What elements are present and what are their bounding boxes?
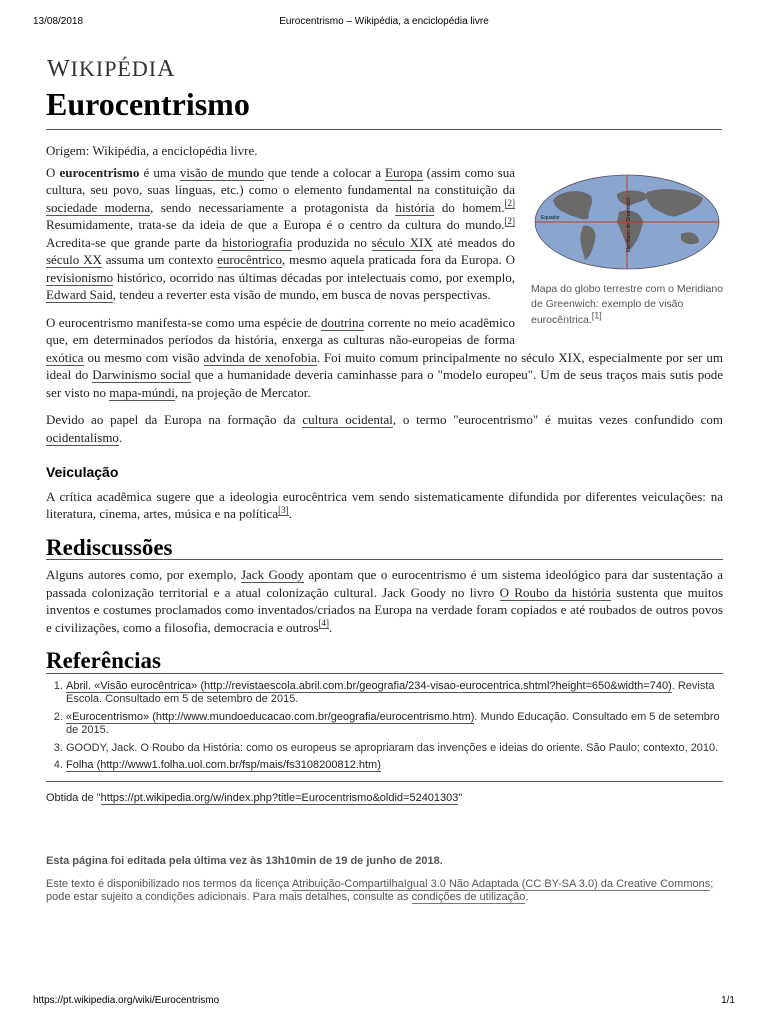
ref-link[interactable]: [2] [504,198,515,209]
thumbnail-figure [531,172,723,329]
paragraph-veiculacao: A crítica acadêmica sugere que a ideologia eurocêntrica vem sendo sistematicamente difundida por diferentes veiculações: na literatura, cinema, artes, música e na política[3]. [46,488,723,521]
link-exotica[interactable]: exótica [46,349,84,365]
reference-item: 1. Abril. «Visão eurocêntrica» (http://revistaescola.abril.com.br/geografia/234-visao-eurocentrica.shtml?height=650&width=740). Revista Escola. Consultado em 5 de setembro de 2015. [66,680,723,707]
link-ocidentalismo[interactable]: ocidentalismo [46,429,119,445]
retrieved-from: Obtida de "https://pt.wikipedia.org/w/index.php?title=Eurocentrismo&oldid=52401303" [46,781,723,808]
link-revisionismo[interactable]: revisionismo [46,269,114,285]
link-historia[interactable]: história [395,199,435,215]
references-list [46,680,723,773]
link-edward-said[interactable]: Edward Said [46,287,113,302]
link-jack-goody[interactable]: Jack Goody [240,567,304,582]
heading-veiculacao: Veiculação [46,464,119,480]
article-content [46,142,723,807]
link-doutrina[interactable]: doutrina [320,314,365,330]
link-roubo-da-historia[interactable]: O Roubo da história [499,584,611,600]
paragraph-doutrina: O eurocentrismo manifesta-se como uma espécie de doutrina corrente no meio acadêmico que, em determinados períodos da história, enxerga as culturas não-europeias de forma exótica ou mesmo com visão advinda de xenofobia. Foi muito comum principalmente no século XIX, especialmente por ser um ideal do Darwinismo social que a humanidade deveria caminhasse para o "modelo europeu". Um de seus traços mais sutis pode ser visto no mapa-múndi, na projeção de Mercator. [46,314,723,400]
reference-link[interactable]: Abril. «Visão eurocêntrica» (http://revistaescola.abril.com.br/geografia/234-visao-eurocentrica.shtml?height=650&width=740) [66,679,672,692]
paragraph-rediscussoes: Alguns autores como, por exemplo, Jack Goody apontam que o eurocentrismo é um sistema ideológico para dar sustentação a passada colonização territorial e a atual colonização cultural. Jack Goody no livro O Roubo da história sustenta que muitos inventos e costumes proclamados como inventados/criados na Europa na verdade foram copiados e até roubados de outros povos e civilizações, como a filosofia, democracia e outros[4]. [46,567,724,635]
figure-ref[interactable]: [1] [591,310,602,320]
link-eurocentrico[interactable]: eurocêntrico [217,252,283,267]
ref-link[interactable]: [4] [318,618,330,629]
license-link[interactable]: Atribuição-CompartilhaIgual 3.0 Não Adaptada (CC BY-SA 3.0) da Creative Commons [291,878,711,890]
link-visao-de-mundo[interactable]: visão de mundo [179,164,264,180]
reference-item: 2. «Eurocentrismo» (http://www.mundoeducacao.com.br/geografia/eurocentrismo.htm). Mundo Educação. Consultado em 5 de setembro de 2015. [66,711,723,738]
reference-link[interactable]: Folha (http://www1.folha.uol.com.br/fsp/mais/fs3108200812.htm) [66,759,381,771]
link-mapa-mundi[interactable]: mapa-múndi [109,384,175,400]
reference-item: 3. GOODY, Jack. O Roubo da História: como os europeus se apropriaram das invenções e ideias do oriente. São Paulo; contexto, 2010. [66,742,723,756]
link-seculo-xx[interactable]: século XX [46,252,102,267]
wikipedia-logo[interactable]: WIKIPÉDIA [47,56,176,82]
print-title: Eurocentrismo – Wikipédia, a enciclopédia livre [279,16,489,27]
link-xenofobia[interactable]: advinda de xenofobia [203,349,317,365]
last-edited: Esta página foi editada pela última vez às 13h10min de 19 de junho de 2018. [46,855,443,867]
heading-rediscussoes: Rediscussões [46,539,723,561]
link-europa[interactable]: Europa [385,164,423,180]
license-text: Este texto é disponibilizado nos termos da licença Atribuição-CompartilhaIgual 3.0 Não Adaptada (CC BY-SA 3.0) da Creative Commons; pode estar sujeito a condições adicionais. Para mais detalhes, consulte as condições de utilização. [46,878,714,903]
link-cultura-ocidental[interactable]: cultura ocidental [302,412,393,427]
print-date: 13/08/2018 [33,16,84,27]
link-darwinismo-social[interactable]: Darwinismo social [92,367,191,382]
world-map-image[interactable] [531,172,723,272]
page-footer [46,855,722,904]
link-historiografia[interactable]: historiografia [222,234,293,250]
ref-link[interactable]: [2] [504,215,515,226]
page-title: Eurocentrismo [46,86,722,130]
heading-referencias: Referências [46,652,723,674]
map-equator-label: Equador [541,214,560,221]
reference-item [66,759,723,773]
paragraph-intro: O eurocentrismo é uma visão de mundo que tende a colocar a Europa (assim como sua cultura, seu povo, suas línguas, etc.) como o elemento fundamental na constituição da sociedade moderna, sendo necessariamente a protagonista da história do homem.[2] Resumidamente, trata-se da ideia de que a Europa é o centro da cultura do mundo.[2] Acredita-se que grande parte da historiografia produzida no século XIX até meados do século XX assuma um contexto eurocêntrico, mesmo aquela praticada fora da Europa. O revisionismo histórico, ocorrido nas últimas décadas por intelectuais como, por exemplo, Edward Said, tendeu a reverter esta visão de mundo, em busca de novas perspectivas. [46,164,516,302]
map-meridian-label: Meridiano de Greenwich [626,197,632,252]
origin-line: Origem: Wikipédia, a enciclopédia livre. [46,143,258,158]
ref-link[interactable]: [3] [278,504,289,515]
permanent-link[interactable]: https://pt.wikipedia.org/w/index.php?title=Eurocentrismo&oldid=52401303 [100,791,459,804]
link-sociedade-moderna[interactable]: sociedade moderna [46,199,151,215]
figure-caption: Mapa do globo terrestre com o Meridiano de Greenwich: exemplo de visão eurocêntrica. [531,282,724,326]
paragraph-cultura: Devido ao papel da Europa na formação da cultura ocidental, o termo "eurocentrismo" é muitas vezes confundido com ocidentalismo. [46,412,723,445]
print-url: https://pt.wikipedia.org/wiki/Eurocentrismo [33,995,220,1006]
terms-link[interactable]: condições de utilização [411,891,526,903]
link-seculo-xix[interactable]: século XIX [371,234,433,250]
reference-link[interactable]: «Eurocentrismo» (http://www.mundoeducacao.com.br/geografia/eurocentrismo.htm) [66,710,475,723]
print-page-number: 1/1 [721,995,735,1006]
